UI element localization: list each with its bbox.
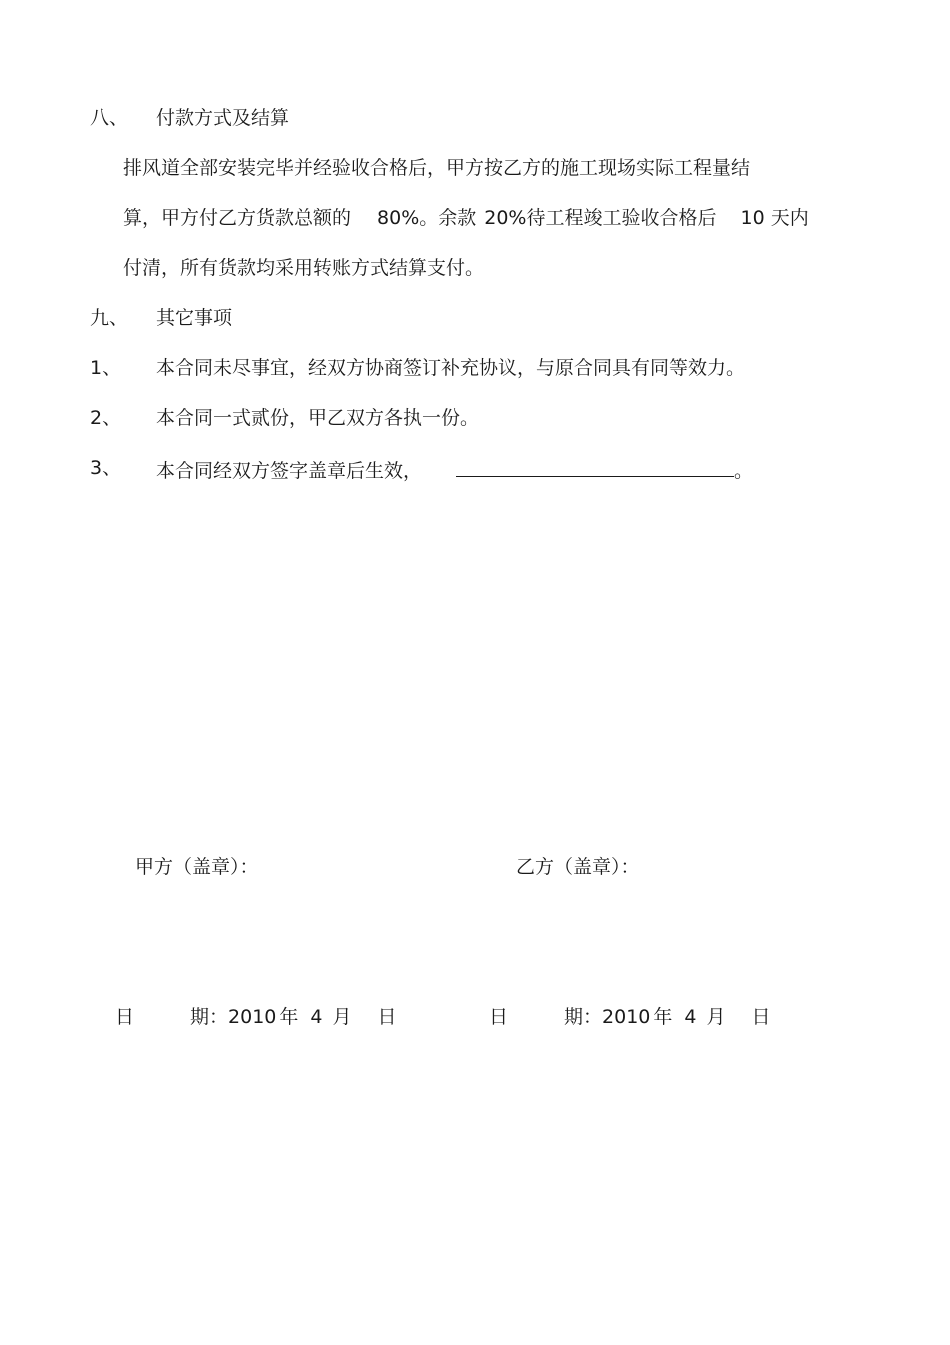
payment-percent: 80%。余款	[377, 207, 477, 229]
party-b-date	[489, 1005, 771, 1029]
date-year-unit: 年	[653, 1006, 673, 1028]
item-3-text: 本合同经双方签字盖章后生效，	[156, 460, 423, 482]
item-3-suffix: 。	[734, 460, 754, 482]
section-8-paragraph-line-1: 排风道全部安装完毕并经验收合格后，甲方按乙方的施工现场实际工程量结	[123, 157, 751, 179]
section-9-number: 九、	[90, 307, 129, 329]
date-ri-label: 日	[489, 1006, 509, 1028]
date-month: 4	[310, 1006, 323, 1028]
date-qi-label: 期：	[564, 1006, 603, 1028]
balance-percent: 20%待工程竣工验收合格后	[484, 207, 717, 229]
item-3-number: 3、	[90, 457, 122, 479]
section-8-number: 八、	[90, 107, 129, 129]
date-year: 2010	[602, 1006, 651, 1028]
section-9-title: 其它事项	[156, 307, 233, 329]
date-day-unit: 日	[751, 1006, 771, 1028]
party-a-date	[115, 1005, 397, 1029]
section-8-title: 付款方式及结算	[156, 107, 290, 129]
effective-condition-blank[interactable]	[456, 456, 734, 477]
date-year: 2010	[228, 1006, 277, 1028]
date-ri-label: 日	[115, 1006, 135, 1028]
section-8-paragraph-line-2	[123, 206, 809, 230]
date-qi-label: 期：	[190, 1006, 229, 1028]
item-2-text: 本合同一式贰份，甲乙双方各执一份。	[156, 407, 480, 429]
item-3-row	[156, 456, 753, 483]
date-day-unit: 日	[377, 1006, 397, 1028]
date-month-unit: 月	[332, 1006, 352, 1028]
payment-deadline: 10 天内	[740, 207, 809, 229]
section-8-paragraph-line-3: 付清，所有货款均采用转账方式结算支付。	[123, 257, 485, 279]
date-month: 4	[684, 1006, 697, 1028]
date-month-unit: 月	[706, 1006, 726, 1028]
date-year-unit: 年	[279, 1006, 299, 1028]
party-a-seal-label: 甲方（盖章）：	[135, 856, 259, 878]
item-1-text: 本合同未尽事宜，经双方协商签订补充协议，与原合同具有同等效力。	[156, 357, 746, 379]
party-b-seal-label: 乙方（盖章）：	[516, 856, 640, 878]
item-1-number: 1、	[90, 357, 122, 379]
item-2-number: 2、	[90, 407, 122, 429]
payment-ratio-text: 算，甲方付乙方货款总额的	[123, 207, 352, 229]
